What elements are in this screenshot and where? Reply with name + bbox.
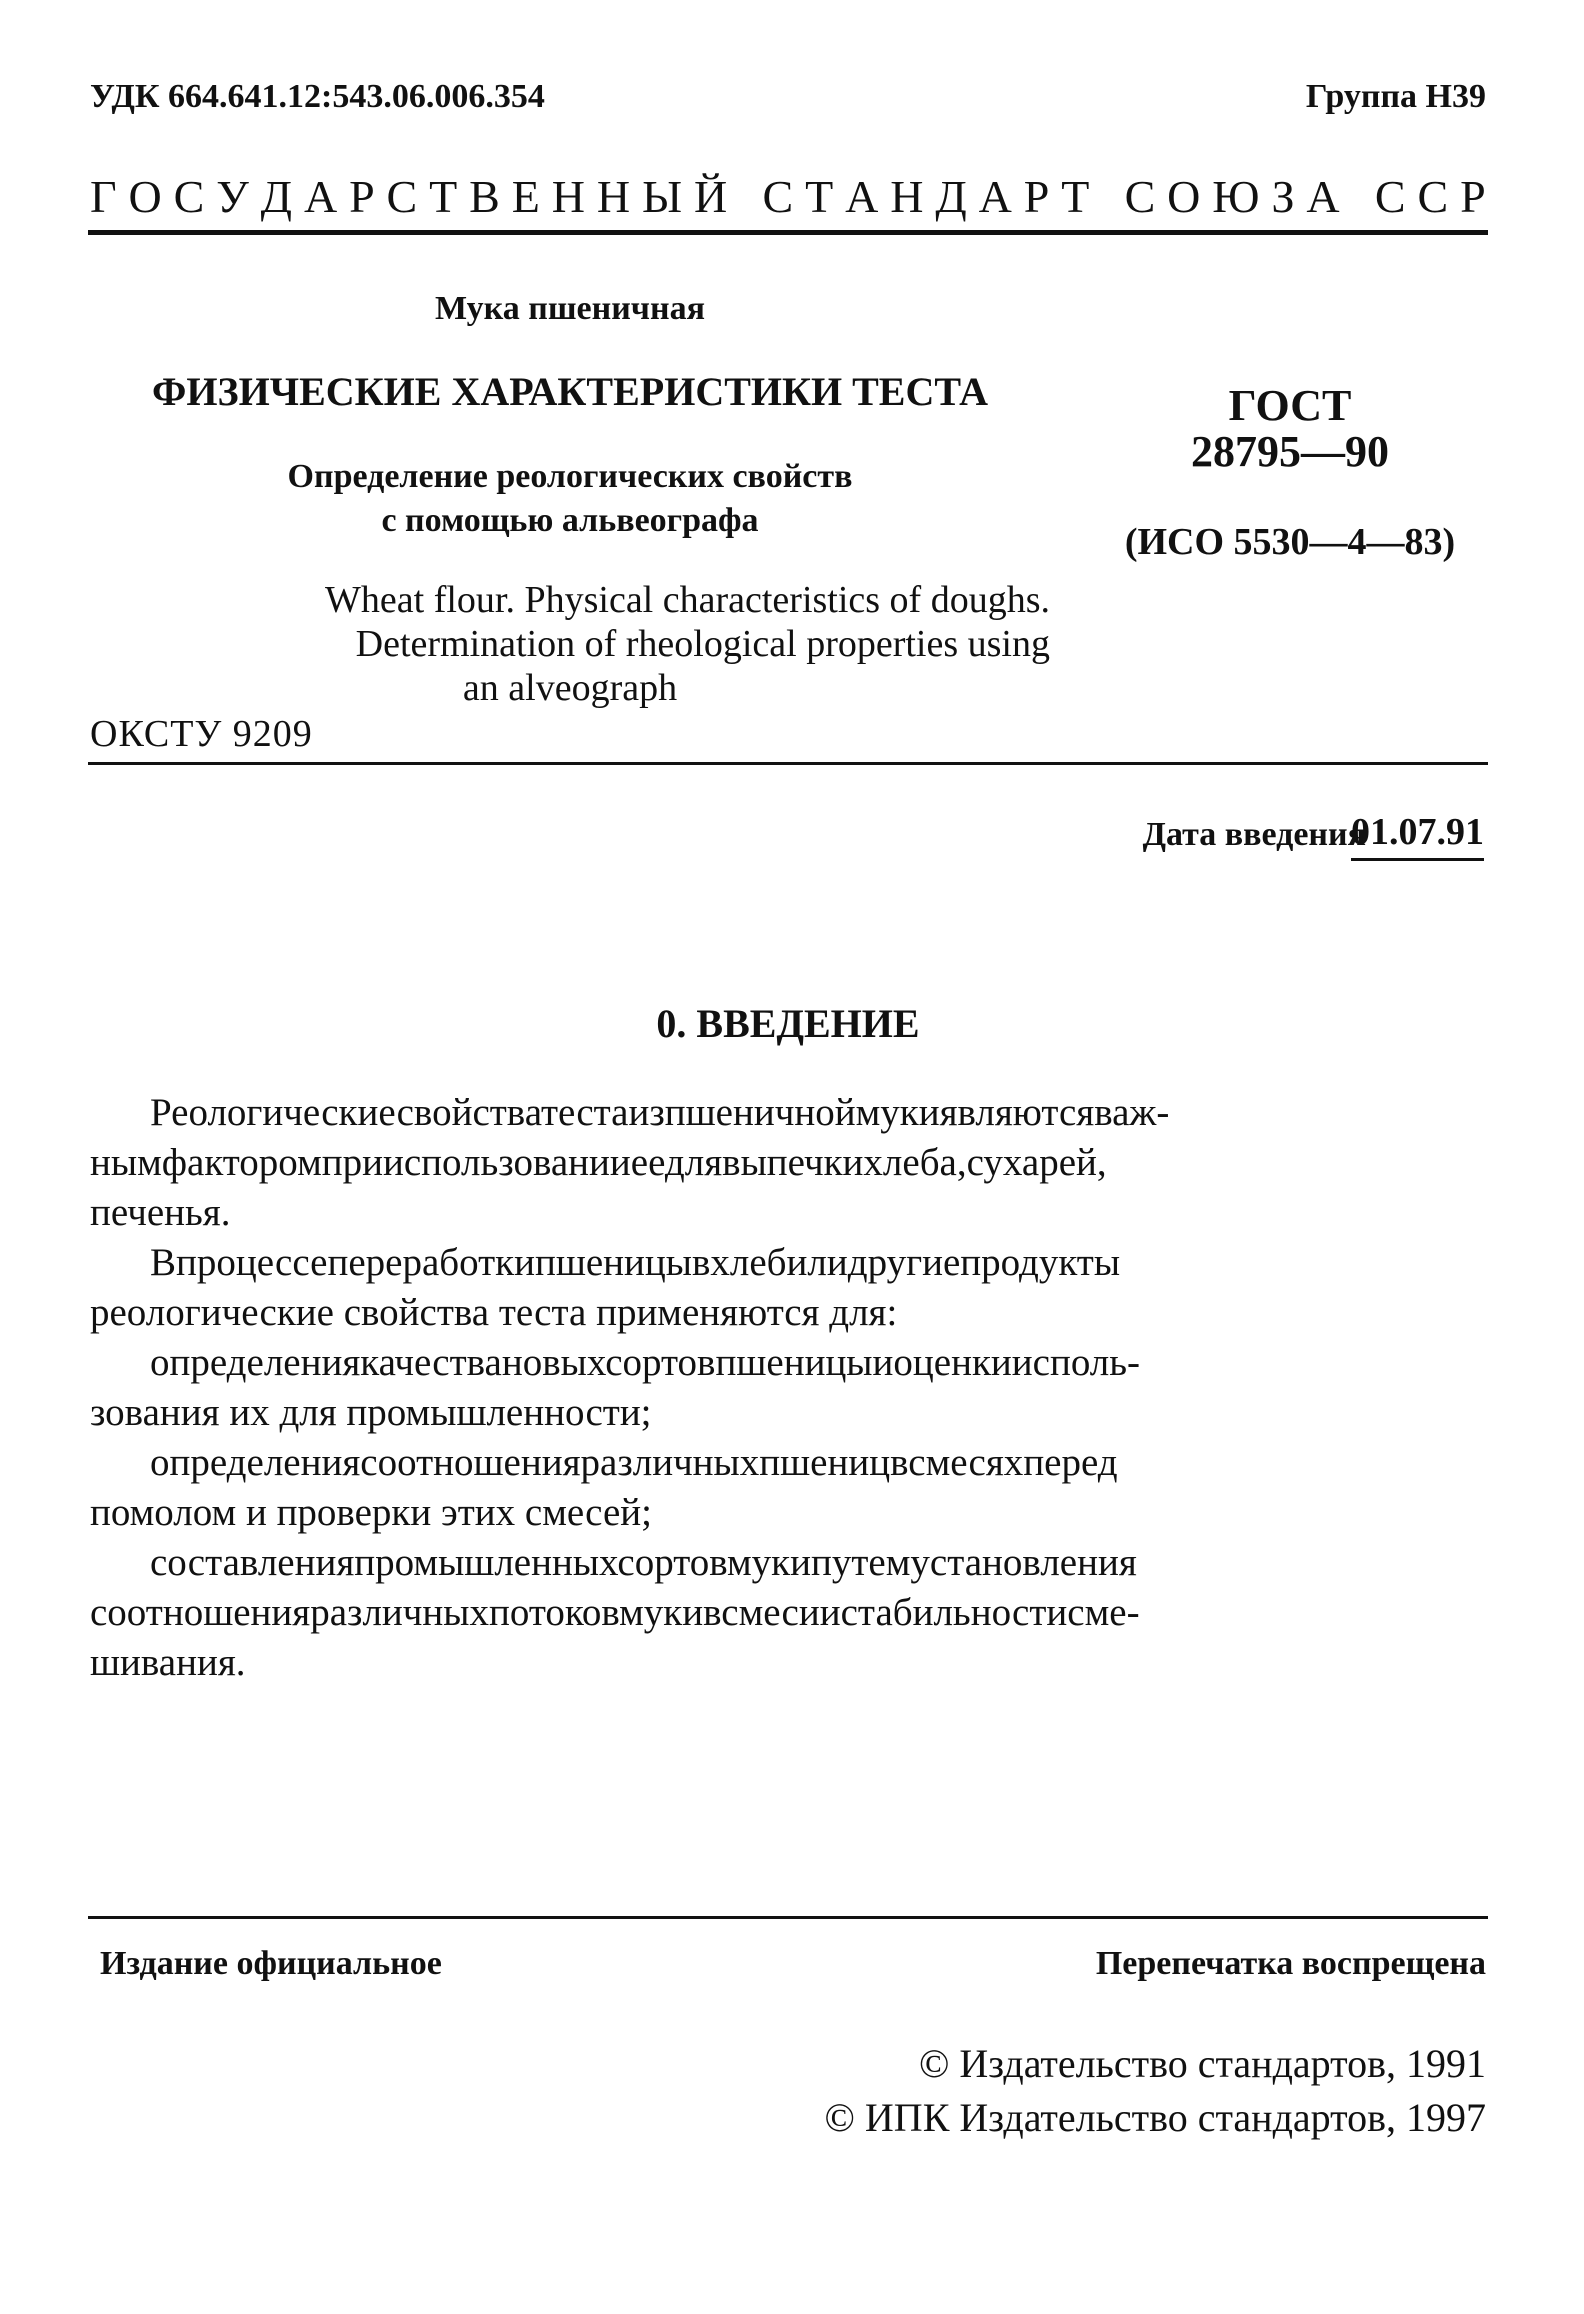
english-title-line-1: Wheat flour. Physical characteristics of doughs. — [325, 579, 1050, 621]
heading-letter: А — [845, 171, 879, 222]
word: установления — [910, 1541, 1137, 1584]
heading-letter: Р — [349, 171, 375, 222]
header-rule — [88, 230, 1488, 235]
english-title-line-3: an alveograph — [462, 667, 678, 709]
heading-letter: У — [216, 171, 249, 222]
heading-letter: А — [978, 171, 1012, 222]
word: потоков — [488, 1591, 620, 1634]
word: составления — [150, 1541, 355, 1584]
word: процессе — [176, 1241, 328, 1284]
method-line-1: Определение реологических свойств — [287, 458, 853, 495]
copyright-line-2: © ИПК Издательство стандартов, 1997 — [824, 2095, 1486, 2140]
section-title: 0. ВВЕДЕНИЕ — [656, 1001, 920, 1046]
text-line — [90, 1438, 1486, 1488]
heading-letter: С — [1124, 171, 1156, 222]
text-line: шивания. — [90, 1641, 246, 1684]
heading-letter: Й — [693, 171, 728, 222]
text-line — [90, 1238, 1486, 1288]
word: в — [890, 1441, 909, 1484]
heading-letter: Р — [1023, 171, 1050, 222]
paragraph — [90, 1238, 1486, 1338]
heading-letter — [1101, 170, 1113, 223]
footer-rule — [88, 1916, 1488, 1919]
text-line: реологические свойства теста применяются для: — [90, 1291, 898, 1334]
word: использовании — [383, 1141, 631, 1184]
word: сме- — [1067, 1591, 1140, 1634]
text-line: помолом и проверки этих смесей; — [90, 1491, 652, 1534]
heading-letter: С — [173, 171, 205, 222]
word: при — [321, 1141, 383, 1184]
heading-letter: А — [303, 171, 338, 222]
word: соотношения — [90, 1591, 311, 1634]
word: смеси — [721, 1591, 820, 1634]
paragraph — [90, 1338, 1486, 1438]
product-subtitle: Мука пшеничная — [435, 290, 705, 327]
text-line: печенья. — [90, 1191, 231, 1234]
okstu-code: ОКСТУ 9209 — [90, 713, 313, 755]
word: теста — [541, 1091, 629, 1134]
word: сортов — [617, 1541, 727, 1584]
word: и — [819, 1591, 841, 1634]
heading-letter: С — [1417, 171, 1449, 222]
method-line-2: с помощью альвеографа — [381, 502, 759, 539]
word: хлеба, — [863, 1141, 967, 1184]
word: переработки — [327, 1241, 535, 1284]
text-line — [90, 1588, 1486, 1638]
official-edition-label: Издание официальное — [100, 1945, 442, 1982]
word: промышленных — [354, 1541, 618, 1584]
paragraph — [90, 1088, 1486, 1238]
word: Реологические — [150, 1091, 397, 1134]
word: ее — [630, 1141, 665, 1184]
heading-letter: Т — [805, 171, 834, 222]
heading-letter: О — [128, 171, 162, 222]
title-block-rule — [88, 762, 1488, 765]
heading-letter: Н — [890, 171, 924, 222]
word: свойства — [396, 1091, 541, 1134]
word: из — [628, 1091, 665, 1134]
reprint-prohibited-label: Перепечатка воспрещена — [1095, 1945, 1486, 1982]
heading-letter: С — [1374, 171, 1406, 222]
word: определения — [150, 1341, 361, 1384]
heading-letter: Т — [1061, 171, 1090, 222]
word: качества — [360, 1341, 502, 1384]
heading-letter: Г — [90, 171, 117, 222]
word: являются — [939, 1091, 1095, 1134]
english-title-line-2: Determination of rheological properties using — [355, 623, 1050, 665]
introduction-text — [90, 1088, 1486, 1688]
gost-number: 28795—90 — [1191, 427, 1389, 476]
heading-letter: Р — [1460, 171, 1486, 222]
text-line — [90, 1538, 1486, 1588]
main-title: ФИЗИЧЕСКИЕ ХАРАКТЕРИСТИКИ ТЕСТА — [152, 369, 988, 414]
word: продукты — [960, 1241, 1121, 1284]
word: для — [664, 1141, 723, 1184]
effective-date-value: 01.07.91 — [1351, 810, 1484, 861]
heading-letter: Ю — [1212, 171, 1260, 222]
word: сортов — [605, 1341, 716, 1384]
iso-reference: (ИСО 5530—4—83) — [1124, 521, 1456, 563]
word: пшениц — [759, 1441, 891, 1484]
heading-letter: Н — [551, 171, 585, 222]
word: или — [786, 1241, 848, 1284]
heading-letter: О — [1167, 171, 1201, 222]
word: пшеницы — [534, 1241, 692, 1284]
word: пшеницы — [715, 1341, 873, 1384]
group-code: Группа Н39 — [1305, 78, 1486, 115]
heading-letter: Е — [511, 171, 540, 222]
word: муки — [619, 1591, 704, 1634]
word: другие — [847, 1241, 961, 1284]
word: новых — [501, 1341, 606, 1384]
paragraph — [90, 1538, 1486, 1688]
word: в — [703, 1591, 722, 1634]
word: важ- — [1094, 1091, 1170, 1134]
heading-letter: Д — [935, 171, 967, 222]
word: выпечки — [722, 1141, 864, 1184]
heading-letter — [1352, 170, 1364, 223]
udk-code: УДК 664.641.12:543.06.006.354 — [90, 78, 545, 115]
word: хлеб — [710, 1241, 787, 1284]
word: перед — [1023, 1441, 1118, 1484]
heading-letter: С — [386, 171, 418, 222]
heading-letter: Т — [429, 171, 458, 222]
word: определения — [150, 1441, 361, 1484]
word: сухарей, — [966, 1141, 1107, 1184]
state-standard-title — [90, 170, 1486, 223]
word: соотношения — [360, 1441, 581, 1484]
heading-letter — [739, 170, 751, 223]
copyright-line-1: © Издательство стандартов, 1991 — [918, 2041, 1486, 2086]
word: В — [150, 1241, 177, 1284]
heading-letter: Д — [260, 171, 293, 222]
word: исполь- — [1011, 1341, 1141, 1384]
heading-letter: А — [1306, 171, 1340, 222]
heading-letter: С — [762, 171, 794, 222]
heading-letter: Н — [596, 171, 631, 222]
word: различных — [310, 1591, 489, 1634]
text-line — [90, 1138, 1486, 1188]
heading-letter: В — [469, 171, 500, 222]
word: и — [872, 1341, 894, 1384]
text-line — [90, 1338, 1486, 1388]
heading-letter: З — [1271, 171, 1295, 222]
paragraph — [90, 1438, 1486, 1538]
word: различных — [580, 1441, 760, 1484]
word: в — [691, 1241, 711, 1284]
word: оценки — [893, 1341, 1012, 1384]
word: путем — [811, 1541, 911, 1584]
gost-label: ГОСТ — [1228, 381, 1352, 430]
word: ным — [90, 1141, 162, 1184]
word: смесях — [908, 1441, 1024, 1484]
word: муки — [855, 1091, 940, 1134]
word: фактором — [161, 1141, 322, 1184]
text-line — [90, 1088, 1486, 1138]
word: пшеничной — [664, 1091, 856, 1134]
text-line: зования их для промышленности; — [90, 1391, 652, 1434]
word: стабильности — [840, 1591, 1068, 1634]
heading-letter: Ы — [641, 171, 683, 222]
effective-date-label: Дата введения — [1142, 816, 1366, 853]
word: муки — [727, 1541, 811, 1584]
